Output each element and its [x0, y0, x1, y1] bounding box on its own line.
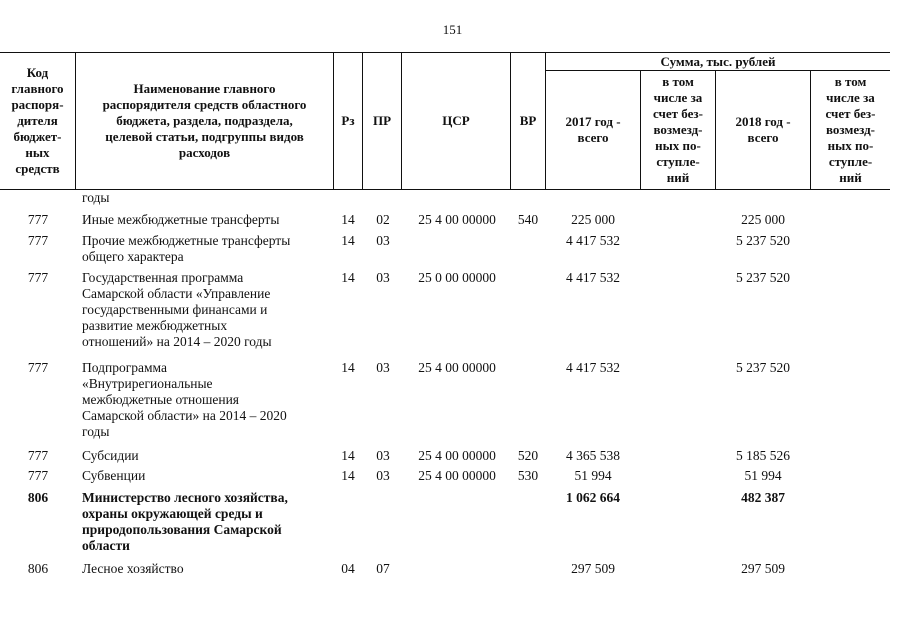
cell-name: Подпрограмма «Внутрирегиональные межбюджетные отношения Самарской области» на 2014 – 2020 годы: [82, 360, 287, 439]
cell-csr: 25 4 00 00000: [418, 468, 496, 483]
cell-sum-2017: 225 000: [571, 212, 615, 227]
header-2018-free: в том числе за счет без- возмезд- ных по- ступле- ний: [825, 74, 876, 185]
cell-sum-2017: 4 417 532: [566, 360, 620, 375]
cell-sum-2018: 51 994: [744, 468, 782, 483]
cell-csr: 25 4 00 00000: [418, 360, 496, 375]
cell-code: 777: [27, 212, 49, 227]
cell-rz: 14: [341, 270, 355, 285]
cell-code: 777: [27, 468, 49, 483]
cell-sum-2018: 297 509: [741, 561, 785, 576]
cell-rz: 14: [341, 448, 355, 463]
cell-vr: 520: [517, 448, 539, 463]
cell-sum-2017: 4 365 538: [566, 448, 620, 463]
header-name: Наименование главного распорядителя средств областного бюджета, раздела, подраздела, целевой статьи, подгруппы видов расходов: [102, 81, 307, 160]
cell-code: 777: [27, 448, 49, 463]
cell-name: Иные межбюджетные трансферты: [82, 212, 280, 227]
cell-pr: 03: [376, 233, 390, 248]
cell-sum-2018: 482 387: [741, 490, 785, 505]
header-2017-total: 2017 год - всего: [565, 114, 621, 145]
cell-sum-2017: 51 994: [574, 468, 612, 483]
cell-code: 777: [27, 270, 49, 285]
cell-sum-2018: 225 000: [741, 212, 785, 227]
cell-rz: 14: [341, 360, 355, 375]
cell-name: Субвенции: [82, 468, 146, 483]
header-sum: Сумма, тыс. рублей: [660, 53, 776, 69]
cell-sum-2017: 297 509: [571, 561, 615, 576]
cell-name: Субсидии: [82, 448, 139, 463]
cell-name: Министерство лесного хозяйства, охраны окружающей среды и природопользования Самарской области: [82, 490, 288, 553]
cell-rz: 04: [341, 561, 355, 576]
header-pr: ПР: [372, 113, 392, 128]
cell-pr: 03: [376, 360, 390, 375]
cell-vr: 530: [517, 468, 539, 483]
cell-rz: 14: [341, 212, 355, 227]
cell-sum-2017: 4 417 532: [566, 270, 620, 285]
header-2017-free: в том числе за счет без- возмезд- ных по- ступле- ний: [653, 74, 703, 185]
cell-sum-2018: 5 237 520: [736, 270, 790, 285]
header-rz: Рз: [341, 113, 355, 128]
cell-code: 777: [27, 233, 49, 248]
cell-pr: 03: [376, 448, 390, 463]
cell-sum-2017: 4 417 532: [566, 233, 620, 248]
cell-csr: 25 0 00 00000: [418, 270, 496, 285]
cell-sum-2018: 5 237 520: [736, 360, 790, 375]
cell-name: Государственная программа Самарской области «Управление государственными финансами и развитие межбюджетных отношений» на 2014 – 2020 годы: [82, 270, 272, 349]
page-number: 151: [442, 22, 463, 37]
cell-csr: 25 4 00 00000: [418, 212, 496, 227]
cell-csr: 25 4 00 00000: [418, 448, 496, 463]
cell-rz: 14: [341, 468, 355, 483]
cell-code: 806: [27, 561, 49, 576]
cell-pr: 07: [376, 561, 390, 576]
cell-name: Лесное хозяйство: [82, 561, 184, 576]
cell-pr: 03: [376, 468, 390, 483]
cell-sum-2017: 1 062 664: [566, 490, 620, 505]
cell-sum-2018: 5 185 526: [736, 448, 790, 463]
cell-code: 777: [27, 360, 49, 375]
cell-name: Прочие межбюджетные трансферты общего характера: [82, 233, 291, 264]
header-vr: ВР: [519, 113, 537, 128]
header-code: Код главного распоря- дителя бюджет- ных средств: [11, 65, 64, 176]
cell-vr: 540: [517, 212, 539, 227]
continuation-text: годы: [82, 190, 110, 205]
header-2018-total: 2018 год - всего: [735, 114, 791, 145]
cell-pr: 02: [376, 212, 390, 227]
cell-pr: 03: [376, 270, 390, 285]
header-csr: ЦСР: [442, 113, 470, 128]
table-header: [0, 52, 890, 190]
cell-rz: 14: [341, 233, 355, 248]
cell-code: 806: [27, 490, 49, 505]
cell-sum-2018: 5 237 520: [736, 233, 790, 248]
